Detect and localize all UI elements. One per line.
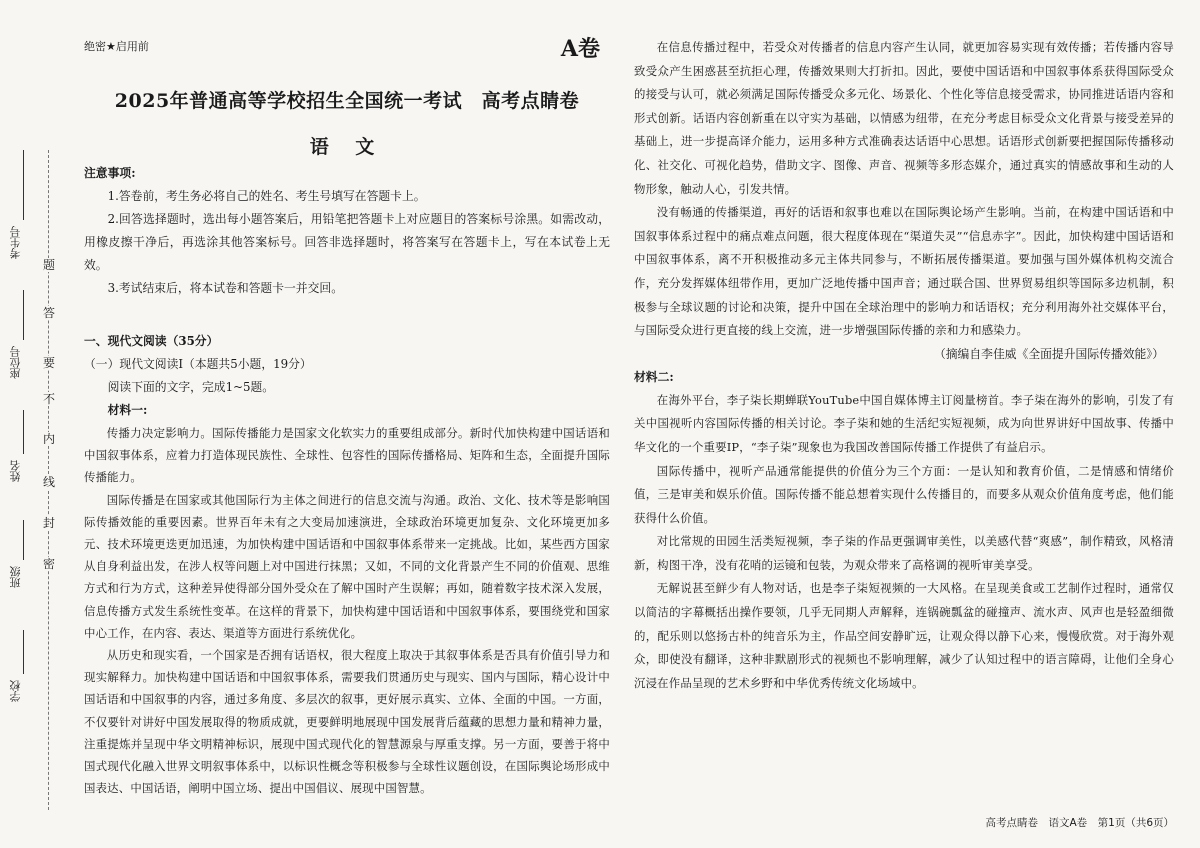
field-line [23, 410, 24, 454]
subject-title: 语 文 [309, 136, 385, 158]
section-heading: 一、现代文阅读（35分） [84, 334, 219, 348]
right-column [634, 36, 1174, 836]
field-line [23, 150, 24, 220]
material2-paragraph: 在海外平台，李子柒长期蝉联YouTube中国自媒体博主订阅量榜首。李子柒在海外的影响，引发了有关中国视听内容国际传播的相关讨论。李子柒和她的生活纪实短视频，成为向世界讲好中国故事、传播中华文化的一个重要IP，“李子柒”现象也为我国改善国际传播工作提供了有益启示。 [634, 392, 1174, 454]
field-class[interactable] [8, 520, 28, 620]
notes-title: 注意事项: [84, 166, 136, 180]
seal-char: 答 [42, 306, 55, 320]
seal-char: 线 [42, 475, 55, 489]
field-label: 班级 [9, 566, 22, 588]
note-item: 2.回答选择题时，选出每小题答案后，用铅笔把答题卡上对应题目的答案标号涂黑。如需改动，用橡皮擦干净后，再选涂其他答案标号。回答非选择题时，将答案写在答题卡上，写在本试卷上无效。 [84, 212, 610, 272]
material2-paragraph: 无解说甚至鲜少有人物对话，也是李子柒短视频的一大风格。在呈现美食或工艺制作过程时，通常仅以简洁的字幕概括出操作要领，几乎无同期人声解释，连锅碗瓢盆的碰撞声、流水声、风声也是轻盈细微的，配乐则以悠扬古朴的纯音乐为主，作品空间安静旷远，让观众得以静下心来，慢慢欣赏。对于海外观众，即使没有翻译，这种非默剧形式的视频也不影响理解，减少了认知过程中的语言障碍，让他们全身心沉浸在作品呈现的艺术乡野和中华优秀传统文化场域中。 [634, 581, 1174, 690]
field-line [23, 290, 24, 340]
material1-paragraph: 国际传播是在国家或其他国际行为主体之间进行的信息交流与沟通。政治、文化、技术等是影响国际传播效能的重要因素。世界百年未有之大变局加速演进，全球政治环境更加复杂、文化环境更加多元、技术环境更迭更加迅速，为加快构建中国话语和中国叙事体系带来一定挑战。比如，某些西方国家从自身利益出发，在涉人权等问题上对中国进行抹黑；又如，不同的文化背景产生不同的价值观、思维方式和行为方式，这种差异使得部分国外受众在了解中国时产生误解；再如，随着数字技术深入发展，信息传播方式发生系统性变革。在这样的背景下，加快构建中国话语和中国叙事体系，要围绕党和国家中心工作，在内容、表达、渠道等方面进行系统优化。 [84, 492, 610, 640]
field-label: 姓名 [9, 460, 22, 482]
source-citation: （摘编自李佳威《全面提升国际传播效能》） [933, 346, 1164, 361]
page-footer: 高考点睛卷 语文A卷 第1页（共6页） [985, 817, 1174, 829]
instruction: 阅读下面的文字，完成1~5题。 [107, 380, 275, 394]
material1-paragraph: 没有畅通的传播渠道，再好的话语和叙事也难以在国际舆论场产生影响。当前，在构建中国话语和中国叙事体系过程中的痛点难点问题，很大程度体现在“渠道失灵”“信息赤字”。因此，加快构建中国话语和中国叙事体系，离不开积极推动多元主体共同参与，不断拓展传播渠道。要加强与国外媒体机构交流合作，充分发挥媒体纽带作用，更加广泛地传播中国声音；通过联合国、世界贸易组织等国际多边机制，积极参与全球议题的讨论和决策，提升中国在全球治理中的影响力和话语权；充分利用海外社交媒体平台，与国际受众进行更直接的线上交流，进一步增强国际传播的亲和力和感染力。 [634, 205, 1174, 338]
material1-paragraph: 传播力决定影响力。国际传播能力是国家文化软实力的重要组成部分。新时代加快构建中国话语和中国叙事体系，应着力打造体现民族性、全球性、包容性的国际传播格局、矩阵和生态，全面提升国际传播能力。 [84, 426, 610, 485]
reading-section [84, 330, 610, 799]
material1-label: 材料一: [107, 403, 148, 417]
secret-label: 绝密★启用前 [84, 40, 149, 53]
material2-paragraph: 对比常规的田园生活类短视频，李子柒的作品更强调审美性，以美感代替“爽感”，制作精致，风格清新，构图干净，没有花哨的运镜和包装，为观众带来了高格调的视听审美享受。 [634, 534, 1174, 572]
seal-char: 封 [42, 516, 55, 530]
sub-heading: （一）现代文阅读Ⅰ（本题共5小题，19分） [84, 357, 312, 371]
field-label: 考生号 [9, 226, 22, 259]
field-label: 学校 [9, 680, 22, 702]
field-seat-number[interactable] [8, 290, 28, 400]
material1-paragraph: 在信息传播过程中，若受众对传播者的信息内容产生认同，就更加容易实现有效传播；若传播内容导致受众产生困惑甚至抗拒心理，传播效果则大打折扣。因此，要使中国话语和中国叙事体系获得国际受众的接受与认可，就必须满足国际传播受众多元化、场景化、个性化等信息接受需求，协同推进话语内容和形式创新。话语内容创新重在以守实为基础，以情感为纽带，在充分考虑目标受众文化背景与接受差异的基础上，进一步提高译介能力，运用多种方式准确表达话语中心思想。话语形式创新要把握国际传播移动化、社交化、可视化趋势，借助文字、图像、声音、视频等多形态媒介，通过真实的情感故事和生动的人物形象，触动人心，引发共情。 [634, 40, 1174, 196]
field-line [23, 630, 24, 674]
material2-label: 材料二: [634, 369, 674, 384]
field-line [23, 520, 24, 560]
field-label: 座位号 [9, 346, 22, 379]
material1-paragraph: 从历史和现实看，一个国家是否拥有话语权，很大程度上取决于其叙事体系是否具有价值引导力和现实解释力。加快构建中国话语和中国叙事体系，需要我们贯通历史与现实、国内与国际，精心设计中国话语和中国叙事的内容，通过多角度、多层次的叙事，更好展示真实、立体、全面的中国。一方面，不仅要针对讲好中国发展取得的物质成就，更要鲜明地展现中国发展背后蕴藏的思想力量和精神力量，注重提炼并呈现中华文明精神标识，展现中国式现代化的智慧源泉与厚重支撑。另一方面，要善于将中国式现代化融入世界文明叙事体系中，以标识性概念等积极参与全球性议题创设，在国际舆论场形成中国表达、中国话语，阐明中国立场、提出中国倡议、展现中国智慧。 [84, 648, 610, 796]
paper-label: A卷 [560, 36, 600, 62]
note-item: 3.考试结束后，将本试卷和答题卡一并交回。 [107, 281, 343, 295]
field-student-number[interactable] [8, 150, 28, 270]
seal-char: 要 [42, 356, 55, 370]
exam-title: 2025年普通高等学校招生全国统一考试 高考点睛卷 [114, 90, 580, 112]
left-column [84, 36, 610, 836]
material2-paragraph: 国际传播中，视听产品通常能提供的价值分为三个方面：一是认知和教育价值，二是情感和情绪价值，三是审美和娱乐价值。国际传播不能总想着实现什么传播目的，而要多从观众价值角度考虑，他们能获得什么价值。 [634, 463, 1174, 525]
field-school[interactable] [8, 630, 28, 730]
notes-section [84, 162, 610, 300]
seal-char: 不 [42, 392, 55, 406]
seal-char: 密 [42, 557, 55, 571]
note-item: 1.答卷前，考生务必将自己的姓名、考生号填写在答题卡上。 [107, 189, 426, 203]
field-name[interactable] [8, 410, 28, 510]
binding-margin [0, 0, 72, 848]
seal-char: 题 [42, 258, 55, 272]
seal-char: 内 [42, 432, 55, 446]
